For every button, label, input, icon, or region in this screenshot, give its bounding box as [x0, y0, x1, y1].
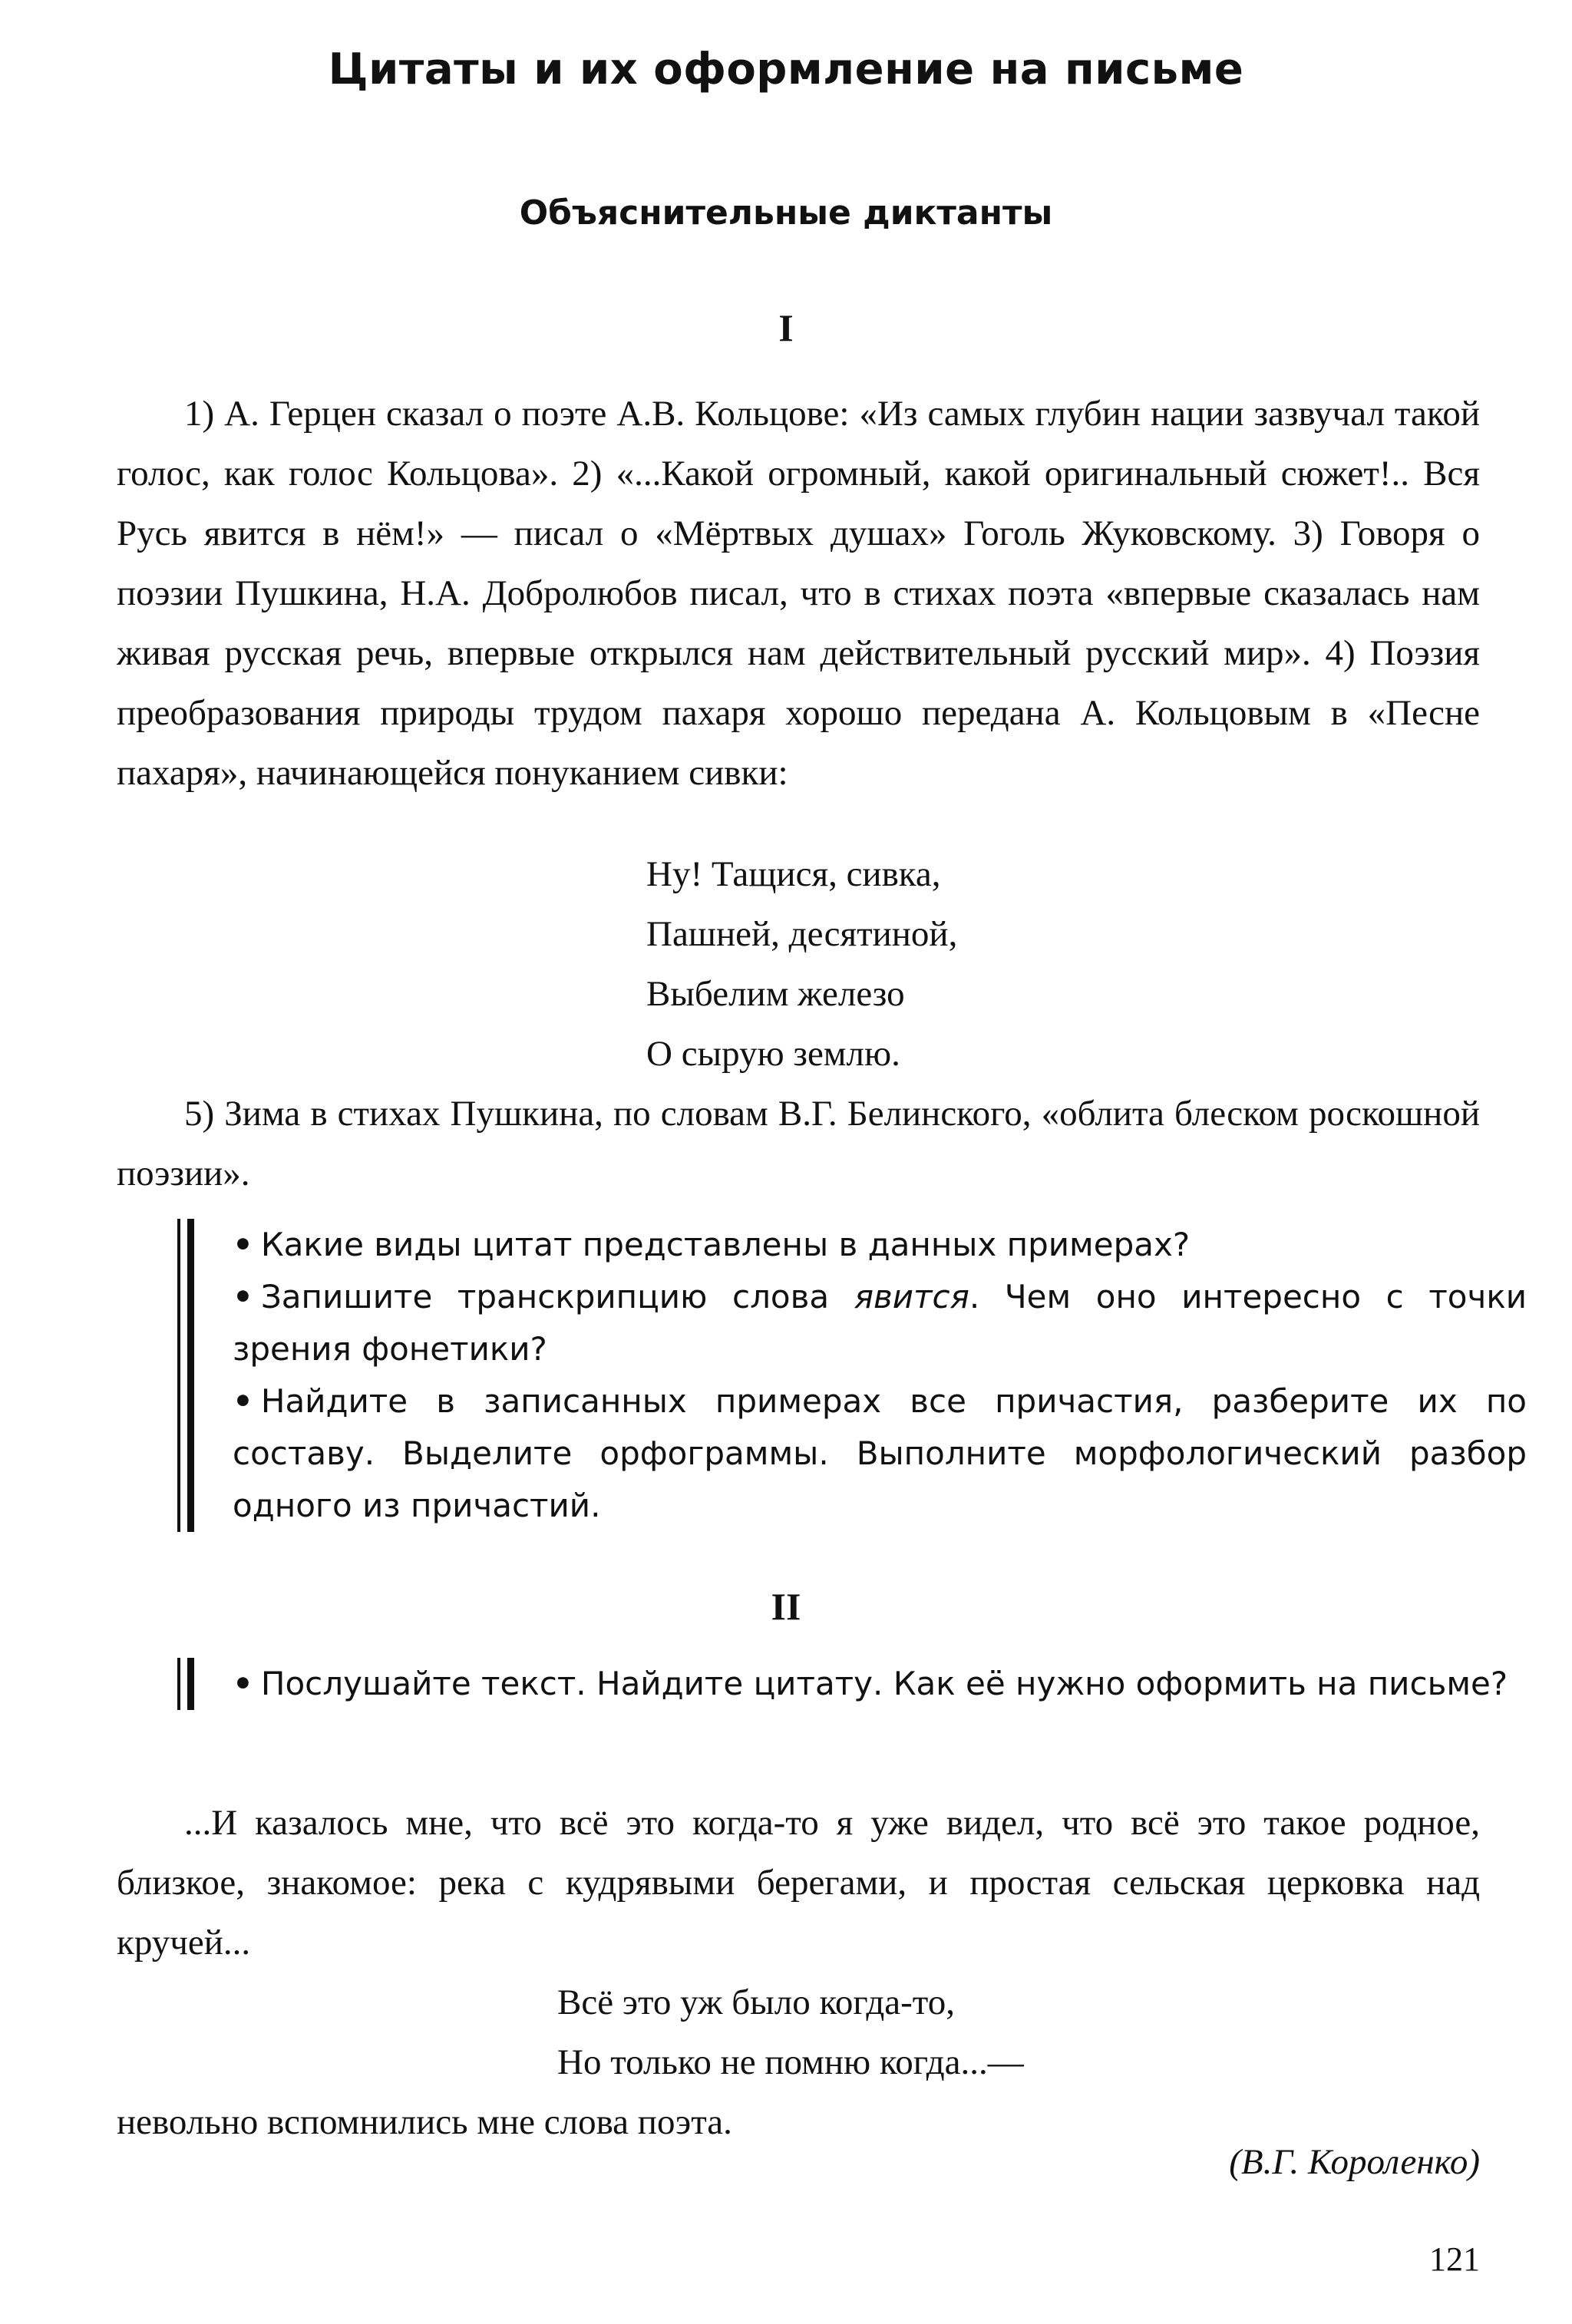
- section2-verse: [557, 1972, 1024, 2092]
- section2-paragraph-1-text: ...И казалось мне, что всё это когда-то я уже видел, что всё это такое родное, близкое, знакомое: река с кудрявыми берегами, и простая сельская церковка над кручей...: [117, 1803, 1480, 1963]
- section1-questions-box: [187, 1219, 1527, 1532]
- verse-line: Ну! Тащися, сивка,: [646, 854, 941, 894]
- section1-verse: [646, 844, 957, 1084]
- section2-paragraph-1: [117, 1793, 1480, 1972]
- verse-line: Пашней, десятиной,: [646, 914, 958, 954]
- verse-line: О сырую землю.: [646, 1034, 900, 1074]
- question-3: [233, 1375, 1527, 1532]
- verse-line: Выбелим железо: [646, 974, 905, 1014]
- bullet-icon: •: [233, 1382, 253, 1420]
- section2-question-text: Послушайте текст. Найдите цитату. Как её нужно оформить на письме?: [260, 1665, 1508, 1702]
- section-number-1: I: [778, 306, 794, 349]
- section-number-2: II: [771, 1585, 801, 1628]
- page-number: 121: [1429, 2240, 1480, 2278]
- section1-paragraph-1-text: 1) А. Герцен сказал о поэте А.В. Кольцове: «Из самых глубин нации зазвучал такой голос, как голос Кольцова». 2) «...Какой огромный, какой оригинальный сюжет!.. Вся Русь явится в нём!» — писал о «Мёртвых душах» Гоголь Жуковскому. 3) Говоря о поэзии Пушкина, Н.А. Добролюбов писал, что в стихах поэта «впервые сказалась нам живая русская речь, впервые открылся нам действительный русский мир». 4) Поэзия преобразования природы трудом пахаря хорошо передана А. Кольцовым в «Песне пахаря», начинающейся понуканием сивки:: [117, 394, 1480, 793]
- section2-question-box: [187, 1658, 1527, 1710]
- section1-paragraph-2: [117, 1084, 1480, 1203]
- section1-paragraph-2-text: 5) Зима в стихах Пушкина, по словам В.Г. Белинского, «облита блеском роскошной поэзии».: [117, 1094, 1480, 1193]
- question-3-text: Найдите в записанных примерах все причастия, разберите их по составу. Выделите орфограммы. Выполните морфологический разбор одного из причастий.: [233, 1382, 1527, 1524]
- verse-line: Но только не помню когда...—: [557, 2042, 1024, 2082]
- question-2-word: явится: [854, 1278, 969, 1316]
- bullet-icon: •: [233, 1665, 253, 1702]
- question-1: [233, 1219, 1527, 1271]
- question-2: [233, 1271, 1527, 1375]
- bullet-icon: •: [233, 1226, 253, 1263]
- author-attribution: (В.Г. Короленко): [1229, 2142, 1480, 2182]
- section1-paragraph-1: [117, 384, 1480, 803]
- question-2-text-before: Запишите транскрипцию слова: [260, 1278, 854, 1316]
- section2-question: [233, 1658, 1527, 1710]
- section2-paragraph-2-text: невольно вспомнились мне слова поэта.: [117, 2102, 732, 2142]
- page-title: Цитаты и их оформление на письме: [328, 45, 1244, 94]
- bullet-icon: •: [233, 1278, 253, 1316]
- question-2-text-after: . Чем оно интересно с точки зрения фонетики?: [233, 1278, 1527, 1368]
- section-subtitle: Объяснительные диктанты: [519, 193, 1053, 233]
- question-1-text: Какие виды цитат представлены в данных примерах?: [260, 1226, 1191, 1263]
- verse-line: Всё это уж было когда-то,: [557, 1982, 955, 2022]
